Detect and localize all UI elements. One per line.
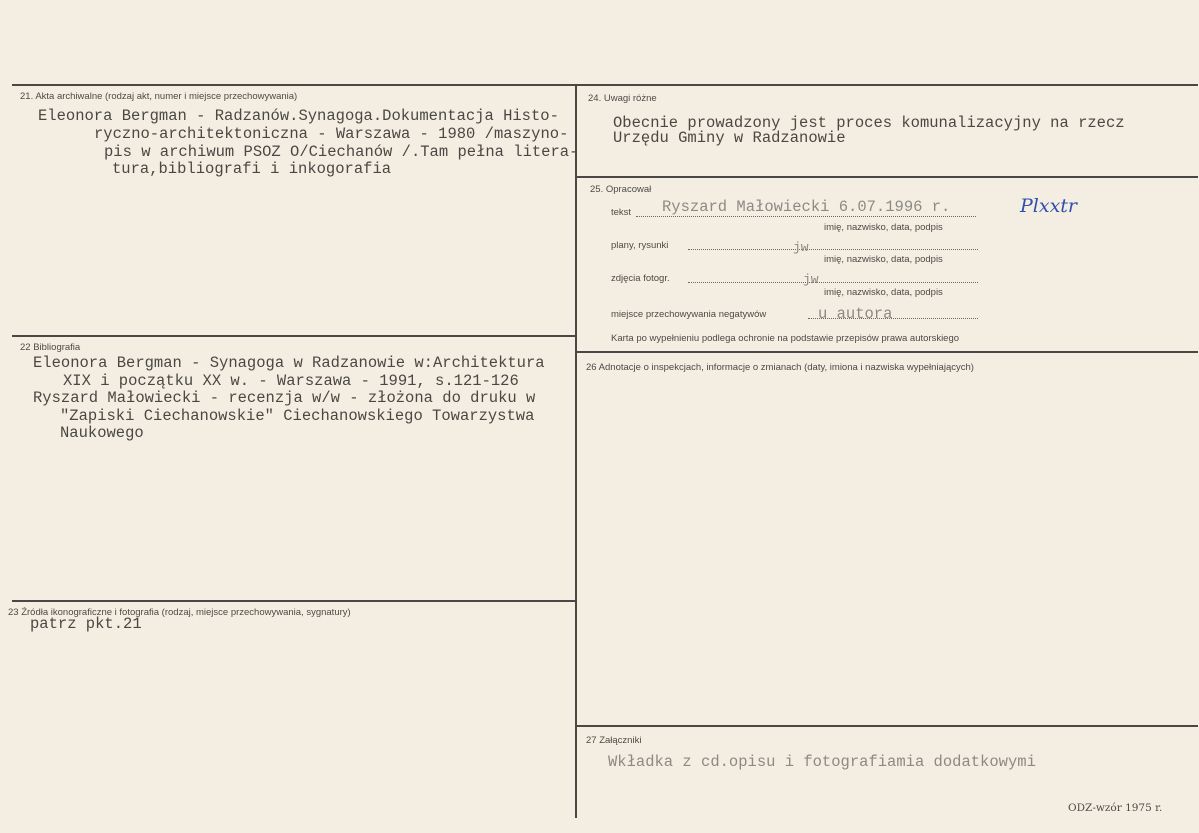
section-22-line-1: Eleonora Bergman - Synagoga w Radzanowie w:Architektura [33,354,545,372]
section-23-label: 23 Źródła ikonograficzne i fotografia (rodzaj, miejsce przechowywania, sygnatury) [8,607,351,618]
section-24-line-2: Urzędu Gminy w Radzanowie [613,129,846,147]
section-21-line-3: pis w archiwum PSOZ O/Ciechanów /.Tam pełna litera- [104,143,579,161]
section-24-label: 24. Uwagi różne [588,93,657,104]
section-22-line-5: Naukowego [60,424,144,442]
rule-25-26 [577,351,1198,353]
section-22-line-3: Ryszard Małowiecki - recenzja w/w - złożona do druku w [33,389,536,407]
plany-value: jw [793,240,809,255]
section-21-line-2: ryczno-architektoniczna - Warszawa - 1980 /maszyno- [94,125,569,143]
zdjecia-value: jw [803,272,819,287]
plany-label: plany, rysunki [611,240,669,251]
rule-26-27 [577,725,1198,727]
rule-22-23 [12,600,576,602]
section-27-value: Wkładka z cd.opisu i fotografiamia dodatkowymi [608,753,1036,771]
form-template-footer: ODZ-wzór 1975 r. [1068,802,1163,814]
negatywy-value: u autora [818,305,893,323]
plany-dotted-line [688,249,978,250]
section-23-value: patrz pkt.21 [30,615,142,633]
rule-24-25 [577,176,1198,178]
handwritten-signature: Plxxtr [1020,195,1078,217]
section-21-label: 21. Akta archiwalne (rodzaj akt, numer i miejsce przechowywania) [20,91,298,102]
zdjecia-caption: imię, nazwisko, data, podpis [824,287,943,298]
tekst-caption: imię, nazwisko, data, podpis [824,222,943,233]
zdjecia-label: zdjęcia fotogr. [611,273,670,284]
rule-21-22 [12,335,576,337]
negatywy-label: miejsce przechowywania negatywów [611,309,767,320]
section-24-line-1: Obecnie prowadzony jest proces komunalizacyjny na rzecz [613,114,1125,132]
section-22-line-2: XIX i początku XX w. - Warszawa - 1991, s.121-126 [63,372,519,390]
section-21-line-4: tura,bibliografi i inkogorafia [112,160,392,178]
tekst-label: tekst [611,207,632,218]
section-25-label: 25. Opracował [590,184,652,195]
zdjecia-dotted-line [688,282,978,283]
top-rule [12,84,1198,86]
section-22-line-4: "Zapiski Ciechanowskie" Ciechanowskiego Towarzystwa [60,407,535,425]
section-26-label: 26 Adnotacje o inspekcjach, informacje o zmianach (daty, imiona i nazwiska wypełniających) [586,362,974,373]
tekst-value: Ryszard Małowiecki 6.07.1996 r. [662,198,951,216]
section-27-label: 27 Załączniki [586,735,642,746]
tekst-dotted-line [636,216,976,217]
section-21-line-1: Eleonora Bergman - Radzanów.Synagoga.Dokumentacja Histo- [38,107,559,125]
plany-caption: imię, nazwisko, data, podpis [824,254,943,265]
center-divider [575,86,577,818]
copyright-note: Karta po wypełnieniu podlega ochronie na podstawie przepisów prawa autorskiego [611,333,960,344]
section-22-label: 22 Bibliografia [20,342,81,353]
